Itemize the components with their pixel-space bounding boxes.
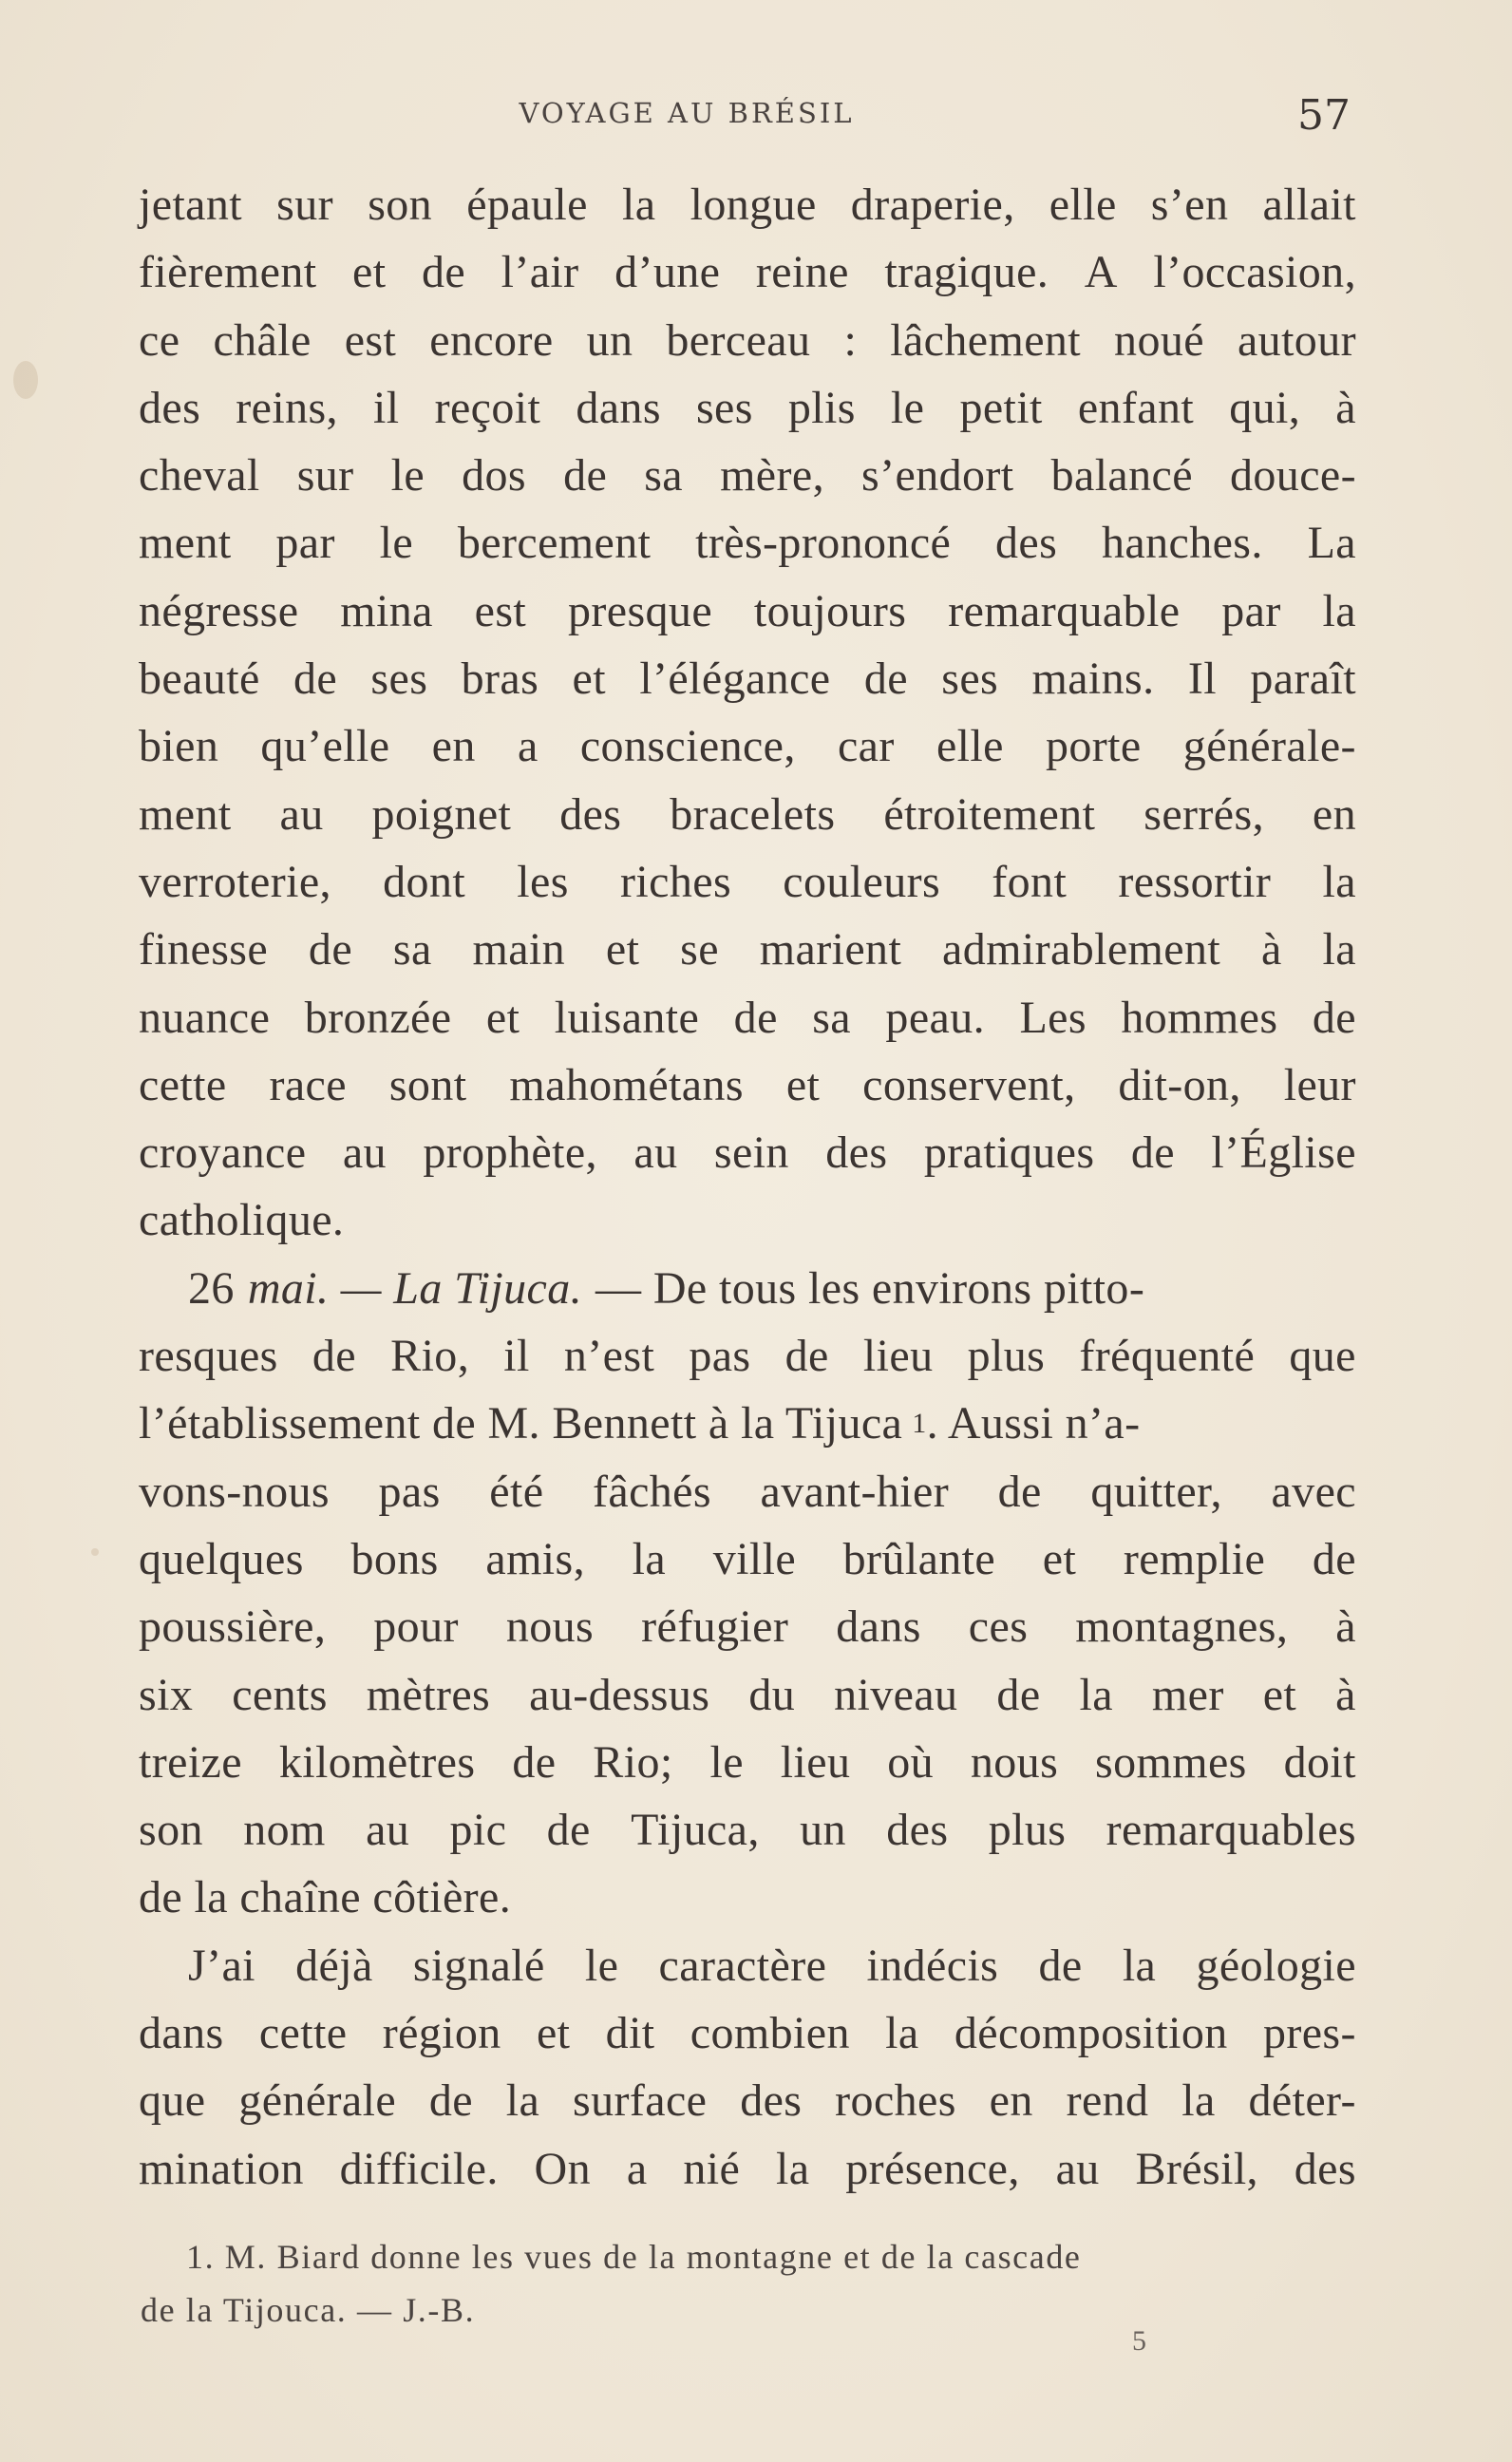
text-line — [139, 374, 1356, 442]
word: a — [626, 2143, 648, 2194]
word: se — [680, 924, 719, 975]
word: géologie — [1196, 1940, 1356, 1991]
word: poussière, — [139, 1601, 327, 1653]
word: sur — [296, 450, 354, 502]
text-line — [139, 1729, 1356, 1796]
word: lieu — [780, 1736, 851, 1788]
word: difficile. — [339, 2143, 499, 2194]
word: négresse — [139, 585, 299, 636]
paper-stain — [13, 361, 38, 399]
text-line — [139, 984, 1356, 1051]
word: mètres — [366, 1669, 491, 1720]
word: combien — [690, 2008, 850, 2059]
running-head — [141, 91, 1375, 139]
word: la — [1181, 2075, 1216, 2127]
word: poignet — [371, 788, 512, 840]
word: épaule — [466, 180, 588, 230]
footnote-line: 1. M. Biard donne les vues de la montagne et de la cascade — [186, 2238, 1082, 2276]
word: de — [996, 1669, 1041, 1720]
word: La — [1307, 518, 1356, 569]
word: peau. — [885, 992, 986, 1043]
word: sa — [392, 924, 432, 975]
word: d’une — [614, 247, 721, 298]
text-line — [139, 781, 1356, 848]
text-line — [139, 1458, 1356, 1525]
word: caractère — [658, 1940, 827, 1991]
word: il — [373, 382, 400, 433]
footnote — [141, 2230, 1358, 2337]
word: bons — [350, 1533, 439, 1584]
word: des — [559, 788, 622, 840]
word: des — [139, 382, 201, 433]
entry-text: . Aussi n’a- — [926, 1398, 1141, 1449]
word: de — [512, 1736, 557, 1788]
word: mina — [340, 585, 433, 636]
signature-mark: 5 — [1132, 2325, 1146, 2357]
word: leur — [1283, 1059, 1356, 1110]
word: pour — [373, 1601, 459, 1653]
word: au — [366, 1805, 410, 1856]
word: couleurs — [783, 856, 941, 907]
word: s’endort — [861, 450, 1014, 502]
word: fréquenté — [1079, 1331, 1256, 1382]
word: de — [308, 924, 353, 975]
word: petit — [959, 382, 1043, 433]
word: allait — [1262, 180, 1356, 230]
word: nous — [970, 1736, 1059, 1788]
word: à — [1335, 382, 1356, 433]
word: de — [1312, 992, 1356, 1043]
word: verroterie, — [139, 856, 331, 907]
word: finesse — [139, 924, 269, 975]
word: sur — [276, 180, 334, 230]
word: berceau — [666, 314, 811, 366]
word: Les — [1019, 992, 1087, 1043]
word: la — [1079, 1669, 1113, 1720]
word: A — [1084, 247, 1118, 298]
word: luisante — [554, 992, 700, 1043]
word: où — [887, 1736, 935, 1788]
word: presque — [567, 585, 713, 636]
word: pic — [449, 1805, 507, 1856]
footnote-reference: 1 — [912, 1408, 927, 1440]
word: à — [1260, 924, 1282, 975]
word: de — [428, 2075, 473, 2127]
word: sa — [644, 450, 684, 502]
word: la — [1322, 856, 1356, 907]
word: serrés, — [1143, 788, 1264, 840]
word: On — [534, 2143, 592, 2194]
word: ses — [941, 653, 999, 705]
word: indécis — [866, 1940, 999, 1991]
word: bracelets — [670, 788, 836, 840]
word: et — [605, 924, 640, 975]
page-number: 57 — [1297, 91, 1351, 140]
word: la — [776, 2143, 810, 2194]
word: dans — [836, 1601, 921, 1653]
word: Rio, — [390, 1331, 470, 1382]
body-text — [139, 171, 1356, 2203]
word: montagnes, — [1075, 1601, 1289, 1653]
word: de — [997, 1466, 1042, 1517]
text-line — [139, 238, 1356, 306]
entry-text: — De tous les environs pitto- — [595, 1262, 1145, 1314]
word: font — [992, 856, 1068, 907]
word: fièrement — [139, 247, 317, 298]
word: sa — [812, 992, 851, 1043]
word: riches — [620, 856, 732, 907]
text-line — [139, 509, 1356, 577]
word: paraît — [1250, 653, 1356, 705]
word: dit — [605, 2008, 655, 2059]
word: hommes — [1121, 992, 1278, 1043]
word: quitter, — [1090, 1466, 1222, 1517]
word: pas — [689, 1331, 751, 1382]
word: Il — [1187, 653, 1217, 705]
word: hanches. — [1101, 518, 1263, 569]
word: bras — [461, 653, 539, 705]
word: en — [1312, 788, 1356, 840]
word: de — [563, 450, 608, 502]
word: cette — [258, 2008, 348, 2059]
text-line — [139, 307, 1356, 374]
word: Brésil, — [1135, 2143, 1258, 2194]
text-line — [139, 916, 1356, 983]
word: mère, — [720, 450, 824, 502]
text-line — [139, 1525, 1356, 1593]
word: : — [843, 314, 858, 366]
word: son — [368, 180, 433, 230]
word: en — [989, 2075, 1033, 2127]
word: pas — [378, 1466, 441, 1517]
entry-place: mai. — La Tijuca. — [247, 1262, 583, 1314]
word: remplie — [1123, 1533, 1266, 1584]
word: car — [837, 721, 895, 772]
text-line — [139, 1322, 1356, 1390]
word: et — [1262, 1669, 1297, 1720]
word: décomposition — [954, 2008, 1228, 2059]
word: remarquables — [1106, 1805, 1356, 1856]
word: de — [312, 1331, 357, 1382]
word: des — [1294, 2143, 1356, 2194]
text-line — [139, 1932, 1356, 1999]
word: dos — [462, 450, 527, 502]
text-line: de la chaîne côtière. — [139, 1872, 512, 1923]
word: ressortir — [1118, 856, 1272, 907]
word: déter- — [1248, 2075, 1356, 2127]
word: ses — [695, 382, 753, 433]
word: fâchés — [592, 1466, 711, 1517]
word: nuance — [139, 992, 271, 1043]
word: sommes — [1095, 1736, 1247, 1788]
word: longue — [690, 180, 817, 230]
word: la — [885, 2008, 919, 2059]
footnote-line: de la Tijouca. — J.-B. — [141, 2291, 476, 2329]
paper-stain — [91, 1548, 99, 1556]
word: le — [379, 518, 414, 569]
word: de — [863, 653, 908, 705]
word: cette — [139, 1059, 227, 1110]
entry-text: l’établissement de M. Bennett à la Tijuca — [139, 1398, 903, 1449]
word: l’Église — [1211, 1127, 1356, 1179]
word: plus — [967, 1331, 1046, 1382]
word: autour — [1237, 314, 1356, 366]
word: que — [139, 2075, 206, 2127]
word: admirablement — [942, 924, 1221, 975]
word: ces — [968, 1601, 1029, 1653]
word: de — [733, 992, 778, 1043]
text-line — [139, 2135, 1356, 2203]
text-line — [139, 171, 1356, 238]
word: balancé — [1050, 450, 1193, 502]
entry-heading-line — [139, 1255, 1356, 1322]
text-line — [139, 1593, 1356, 1660]
word: tragique. — [884, 247, 1049, 298]
word: des — [825, 1127, 888, 1179]
word: bercement — [457, 518, 652, 569]
word: pres- — [1262, 2008, 1356, 2059]
word: niveau — [834, 1669, 958, 1720]
word: amis, — [485, 1533, 586, 1584]
word: jetant — [139, 180, 243, 230]
word: cheval — [139, 450, 260, 502]
word: surface — [573, 2075, 708, 2127]
word: porte — [1046, 721, 1142, 772]
word: au — [342, 1127, 387, 1179]
word: des — [995, 518, 1058, 569]
word: mer — [1151, 1669, 1224, 1720]
text-line — [139, 442, 1356, 509]
word: s’en — [1150, 180, 1229, 230]
word: sont — [388, 1059, 467, 1110]
word: dont — [383, 856, 466, 907]
word: conservent, — [862, 1059, 1076, 1110]
word: et — [572, 653, 606, 705]
word: qui, — [1229, 382, 1301, 433]
word: au — [633, 1127, 678, 1179]
word: la — [1122, 1940, 1157, 1991]
word: et — [485, 992, 520, 1043]
word: son — [139, 1805, 203, 1856]
word: dit-on, — [1118, 1059, 1241, 1110]
word: la — [632, 1533, 667, 1584]
word: treize — [139, 1736, 242, 1788]
word: au-dessus — [529, 1669, 710, 1720]
word: Rio; — [593, 1736, 673, 1788]
word: le — [890, 382, 925, 433]
word: elle — [1049, 180, 1117, 230]
word: de — [784, 1331, 829, 1382]
word: de — [1312, 1533, 1356, 1584]
text-line — [139, 848, 1356, 916]
word: brûlante — [842, 1533, 996, 1584]
word: bronzée — [304, 992, 452, 1043]
word: de — [546, 1805, 591, 1856]
word: plis — [787, 382, 856, 433]
word: main — [472, 924, 566, 975]
word: croyance — [139, 1127, 307, 1179]
word: a — [517, 721, 539, 772]
word: est — [474, 585, 527, 636]
word: le — [584, 1940, 619, 1991]
word: l’occasion, — [1153, 247, 1356, 298]
word: draperie, — [850, 180, 1015, 230]
word: par — [275, 518, 335, 569]
word: pratiques — [923, 1127, 1095, 1179]
word: un — [800, 1805, 846, 1856]
word: de — [421, 247, 466, 298]
word: beauté — [139, 653, 260, 705]
word: resques — [139, 1331, 278, 1382]
word: l’élégance — [639, 653, 831, 705]
text-line — [139, 2067, 1356, 2134]
word: présence, — [845, 2143, 1020, 2194]
word: n’est — [563, 1331, 655, 1382]
word: prophète, — [423, 1127, 597, 1179]
text-line — [139, 1999, 1356, 2067]
word: le — [390, 450, 425, 502]
word: elle — [936, 721, 1004, 772]
word: par — [1221, 585, 1281, 636]
word: sein — [713, 1127, 789, 1179]
word: roches — [835, 2075, 956, 2127]
text-line — [139, 1390, 1356, 1457]
text-line — [139, 1051, 1356, 1119]
text-line: catholique. — [139, 1195, 345, 1246]
word: ce — [139, 314, 180, 366]
word: cents — [232, 1669, 328, 1720]
word: un — [586, 314, 633, 366]
word: ville — [712, 1533, 797, 1584]
word: en — [431, 721, 476, 772]
text-line — [139, 1119, 1356, 1186]
word: mahométans — [509, 1059, 744, 1110]
text-line — [139, 712, 1356, 780]
word: les — [517, 856, 569, 907]
word: été — [489, 1466, 544, 1517]
word: la — [1322, 924, 1356, 975]
word: des — [886, 1805, 949, 1856]
word: enfant — [1077, 382, 1195, 433]
word: châle — [213, 314, 312, 366]
word: étroitement — [883, 788, 1096, 840]
word: conscience, — [579, 721, 796, 772]
word: lâchement — [890, 314, 1082, 366]
word: avant-hier — [760, 1466, 950, 1517]
word: au — [1055, 2143, 1100, 2194]
word: vons-nous — [139, 1466, 330, 1517]
word: est — [344, 314, 397, 366]
word: nom — [243, 1805, 326, 1856]
word: et — [536, 2008, 571, 2059]
word: ment — [139, 788, 232, 840]
word: marient — [759, 924, 902, 975]
word: générale — [238, 2075, 397, 2127]
word: reine — [755, 247, 849, 298]
word: mains. — [1031, 653, 1155, 705]
word: dans — [139, 2008, 224, 2059]
word: reçoit — [434, 382, 541, 433]
word: kilomètres — [278, 1736, 476, 1788]
word: lieu — [862, 1331, 934, 1382]
word: nié — [683, 2143, 741, 2194]
word: toujours — [753, 585, 907, 636]
word: Tijuca, — [631, 1805, 760, 1856]
word: six — [139, 1669, 194, 1720]
word: l’air — [501, 247, 579, 298]
word: encore — [429, 314, 554, 366]
word: qu’elle — [260, 721, 390, 772]
word: remarquable — [948, 585, 1181, 636]
word: douce- — [1230, 450, 1356, 502]
word: le — [709, 1736, 744, 1788]
word: la — [622, 180, 656, 230]
word: nous — [505, 1601, 595, 1653]
word: et — [785, 1059, 821, 1110]
word: à — [1335, 1669, 1356, 1720]
word: et — [352, 247, 387, 298]
word: race — [269, 1059, 347, 1110]
word: de — [293, 653, 338, 705]
word: de — [1130, 1127, 1175, 1179]
word: reins, — [236, 382, 338, 433]
word: noué — [1114, 314, 1204, 366]
word: dans — [576, 382, 661, 433]
word: mination — [139, 2143, 304, 2194]
word: signalé — [412, 1940, 545, 1991]
word: avec — [1271, 1466, 1356, 1517]
word: des — [740, 2075, 803, 2127]
word: la — [505, 2075, 540, 2127]
word: bien — [139, 721, 219, 772]
word: la — [1322, 585, 1356, 636]
text-line — [139, 1796, 1356, 1864]
word: et — [1042, 1533, 1077, 1584]
word: du — [748, 1669, 796, 1720]
word: générale- — [1182, 721, 1356, 772]
word: de — [1038, 1940, 1083, 1991]
word: quelques — [139, 1533, 304, 1584]
word: J’ai — [188, 1940, 255, 1991]
text-line — [139, 645, 1356, 712]
word: très-prononcé — [695, 518, 952, 569]
text-line — [139, 1661, 1356, 1729]
word: ses — [370, 653, 428, 705]
word: déjà — [295, 1940, 373, 1991]
word: à — [1335, 1601, 1356, 1653]
word: région — [382, 2008, 501, 2059]
text-line — [139, 578, 1356, 645]
word: rend — [1066, 2075, 1149, 2127]
word: doit — [1283, 1736, 1356, 1788]
word: plus — [988, 1805, 1067, 1856]
entry-date: 26 — [188, 1262, 235, 1314]
word: réfugier — [641, 1601, 789, 1653]
word: ment — [139, 518, 232, 569]
word: que — [1289, 1331, 1356, 1382]
word: il — [503, 1331, 530, 1382]
word: au — [279, 788, 324, 840]
running-title: VOYAGE AU BRÉSIL — [519, 97, 855, 129]
